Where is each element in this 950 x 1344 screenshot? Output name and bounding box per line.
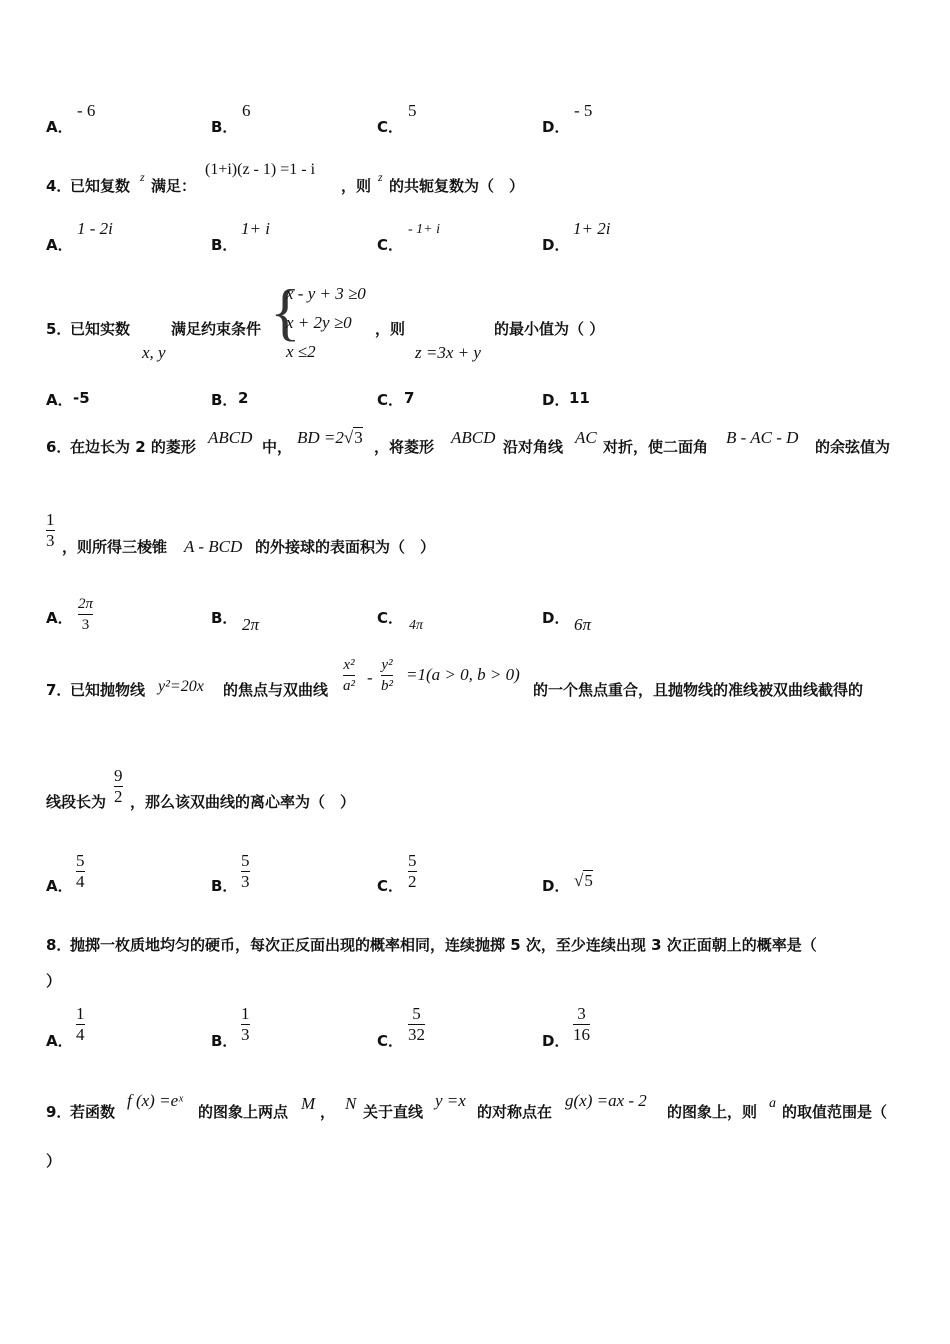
q8-option-a-den: 4 [76, 1025, 85, 1044]
q4-option-b-value: 1+ i [241, 219, 270, 238]
q8-option-a-label: A． [46, 1032, 73, 1050]
q5-option-d-value: 11 [569, 389, 590, 407]
q7-ha: a² [343, 678, 355, 694]
q9-text-7: 的取值范围是（ [782, 1103, 888, 1121]
q6-option-d-value: 6π [574, 615, 592, 634]
q5-option-d-label: D． [542, 391, 570, 409]
q5-option-c-label: C． [377, 391, 404, 409]
q7-option-a-num: 5 [76, 851, 85, 870]
q6-abcd: ABCD [208, 428, 253, 447]
q9-text-3: ， [320, 1103, 336, 1121]
q6-text-8: 的外接球的表面积为（ ） [255, 538, 436, 556]
q6-text-7: ，则所得三棱锥 [62, 538, 168, 556]
q5-option-c-value: 7 [404, 389, 415, 407]
q6-bd: BD =2√3 [297, 428, 363, 447]
q6-option-b-label: B． [211, 609, 238, 627]
q9-point-m: M [301, 1094, 316, 1113]
q7-option-d-value: √5 [574, 871, 593, 890]
q7-option-c-num: 5 [408, 851, 417, 870]
q7-option-b-fraction [241, 851, 250, 892]
q7-text-4: 线段长为 [46, 793, 107, 811]
q7-hyperbola-x-fraction [343, 655, 355, 696]
q6-option-b-value: 2π [242, 615, 260, 634]
q5-option-b-label: B． [211, 391, 238, 409]
q7-text-1: 已知抛物线 [70, 681, 146, 699]
q5-constraint-1: x - y + 3 ≥0 [286, 284, 366, 303]
q7-option-a-label: A． [46, 877, 73, 895]
q9-point-n: N [345, 1094, 357, 1113]
q9-text-6: 的图象上，则 [667, 1103, 758, 1121]
q9-number: 9． [46, 1103, 72, 1121]
q4-text-2: 满足： [151, 177, 197, 195]
q8-option-c-den: 32 [408, 1025, 425, 1044]
q8-option-c-fraction [408, 1004, 425, 1045]
q4-option-a-value: 1 - 2i [77, 219, 113, 238]
q8-text-1: 抛掷一枚质地均匀的硬币，每次正反面出现的概率相同，连续抛掷 5 次，至少连续出现 3 次正面朝上的概率是（ [70, 936, 817, 954]
q6-cos-fraction [46, 510, 55, 551]
q6-option-a-den: 3 [81, 617, 90, 633]
q5-text-3: ，则 [375, 320, 406, 338]
q9-function-f: f (x) =eˣ [127, 1091, 183, 1110]
q5-option-a-label: A． [46, 391, 73, 409]
q7-hy: y² [381, 657, 393, 673]
q8-option-a-num: 1 [76, 1004, 85, 1023]
q7-option-d-label: D． [542, 877, 570, 895]
q7-option-a-den: 4 [76, 872, 85, 891]
q9-function-g: g(x) =ax - 2 [565, 1091, 647, 1110]
q6-text-2: 中， [262, 438, 293, 456]
q8-option-b-label: B． [211, 1032, 238, 1050]
q6-cos-den: 3 [46, 531, 55, 550]
q8-option-a-fraction [76, 1004, 85, 1045]
q4-option-c-value: - 1+ i [408, 222, 440, 237]
q6-bd-root: 3 [354, 428, 363, 447]
q7-hb: b² [381, 678, 393, 694]
q9-text-8: ） [46, 1152, 62, 1170]
q9-text-4: 关于直线 [363, 1103, 424, 1121]
q9-text-2: 的图象上两点 [198, 1103, 289, 1121]
q7-len-den: 2 [114, 787, 123, 806]
q5-vars: x, y [142, 343, 166, 362]
q9-line: y =x [435, 1091, 466, 1110]
q8-number: 8． [46, 936, 72, 954]
q3-option-d-label: D． [542, 118, 570, 136]
q5-option-a-value: -5 [73, 389, 90, 407]
q9-var-a: a [769, 1096, 776, 1111]
q8-text-2: ） [46, 972, 62, 990]
q8-option-d-fraction [573, 1004, 590, 1045]
q5-number: 5． [46, 320, 72, 338]
q6-text-4: 沿对角线 [503, 438, 564, 456]
q8-option-d-den: 16 [573, 1025, 590, 1044]
q7-option-a-fraction [76, 851, 85, 892]
q6-option-a-fraction [78, 594, 93, 635]
q4-text-1: 已知复数 [70, 177, 131, 195]
q5-text-4: 的最小值为（ ） [494, 320, 605, 338]
q6-option-a-num: 2π [78, 596, 94, 612]
q7-option-c-den: 2 [408, 872, 417, 891]
q3-option-b-label: B． [211, 118, 238, 136]
q6-abcd-2: ABCD [451, 428, 496, 447]
q3-option-d-value: - 5 [574, 101, 593, 120]
q6-ac: AC [575, 428, 597, 447]
q5-option-b-value: 2 [238, 389, 249, 407]
q4-var-z: z [140, 170, 145, 184]
q6-option-d-label: D． [542, 609, 570, 627]
q5-brace: { [270, 276, 301, 347]
q6-text-1: 在边长为 2 的菱形 [70, 438, 196, 456]
q7-option-b-den: 3 [241, 872, 250, 891]
q7-text-3: 的一个焦点重合，且抛物线的准线被双曲线截得的 [533, 681, 864, 699]
q7-hyperbola-rest: =1(a > 0, b > 0) [406, 665, 520, 684]
q8-option-b-num: 1 [241, 1004, 250, 1023]
q4-option-a-label: A． [46, 236, 73, 254]
q5-constraint-3: x ≤2 [286, 342, 316, 361]
q8-option-c-num: 5 [412, 1004, 421, 1023]
q7-option-c-label: C． [377, 877, 404, 895]
q3-option-a-label: A． [46, 118, 73, 136]
q3-option-c-label: C． [377, 118, 404, 136]
q4-option-b-label: B． [211, 236, 238, 254]
q7-minus: - [367, 668, 373, 687]
q7-option-d-root: 5 [584, 871, 593, 890]
q6-text-3: ，将菱形 [374, 438, 435, 456]
q7-option-c-fraction [408, 851, 417, 892]
q4-text-4: 的共轭复数为（ ） [389, 177, 525, 195]
q6-cos-num: 1 [46, 510, 55, 529]
q6-pyramid: A - BCD [184, 537, 243, 556]
q6-number: 6． [46, 438, 72, 456]
q7-text-2: 的焦点与双曲线 [223, 681, 329, 699]
q5-constraints [286, 279, 366, 366]
q8-option-d-num: 3 [577, 1004, 586, 1023]
q4-option-d-label: D． [542, 236, 570, 254]
q5-objective: z =3x + y [415, 343, 481, 362]
q3-option-c-value: 5 [408, 101, 417, 120]
q3-option-b-value: 6 [242, 101, 251, 120]
q4-number: 4． [46, 177, 72, 195]
q6-option-c-label: C． [377, 609, 404, 627]
q9-text-5: 的对称点在 [477, 1103, 553, 1121]
q7-parabola: y²=20x [158, 678, 204, 695]
q7-len-num: 9 [114, 766, 123, 785]
q6-text-5: 对折，使二面角 [603, 438, 709, 456]
q8-option-b-fraction [241, 1004, 250, 1045]
q4-option-c-label: C． [377, 236, 404, 254]
q7-length-fraction [114, 766, 123, 807]
q7-option-b-label: B． [211, 877, 238, 895]
q7-number: 7． [46, 681, 72, 699]
q9-text-1: 若函数 [70, 1103, 116, 1121]
q5-text-1: 已知实数 [70, 320, 131, 338]
q4-option-d-value: 1+ 2i [573, 219, 611, 238]
q6-option-a-label: A． [46, 609, 73, 627]
q5-text-2: 满足约束条件 [171, 320, 262, 338]
q4-equation: (1+i)(z - 1) =1 - i [205, 161, 316, 178]
q7-hyperbola-y-fraction [381, 655, 393, 696]
q7-hx: x² [343, 657, 355, 673]
q3-option-a-value: - 6 [77, 101, 96, 120]
q8-option-b-den: 3 [241, 1025, 250, 1044]
q8-option-c-label: C． [377, 1032, 404, 1050]
q6-bd-lhs: BD =2 [297, 428, 344, 447]
q4-text-3: ，则 [341, 177, 372, 195]
q6-dihedral: B - AC - D [726, 428, 799, 447]
q4-var-z-2: z [378, 170, 383, 184]
q6-text-6: 的余弦值为 [815, 438, 891, 456]
q5-constraint-2: x + 2y ≥0 [286, 313, 352, 332]
q7-option-b-num: 5 [241, 851, 250, 870]
q8-option-d-label: D． [542, 1032, 570, 1050]
q6-option-c-value: 4π [409, 618, 424, 633]
q7-text-5: ，那么该双曲线的离心率为（ ） [130, 793, 356, 811]
